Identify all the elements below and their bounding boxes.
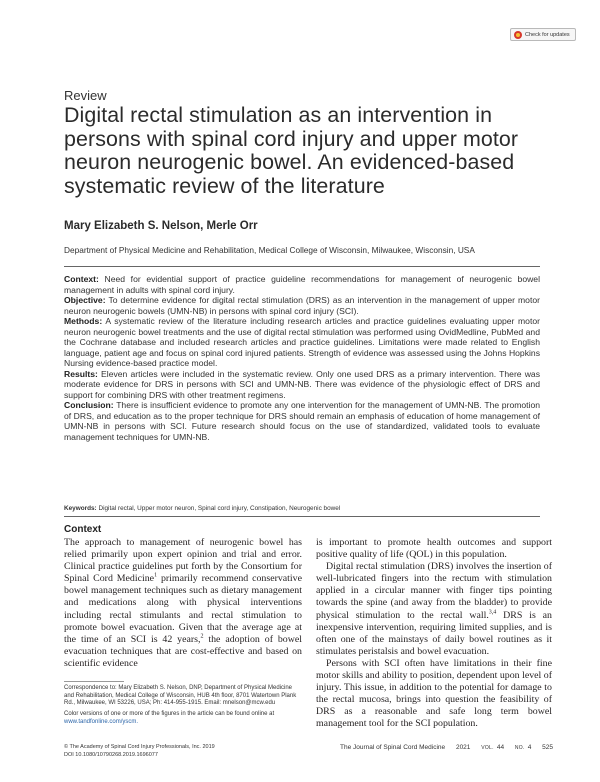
check-for-updates-label: Check for updates [525,31,570,38]
color-note: Color versions of one or more of the figures in the article can be found online at [64,711,275,718]
abstract [64,274,540,442]
footnote-rule [64,681,124,682]
body-text: primarily recommend conservative bowel management techniques such as dietary management and medications along with physical interventions including rectal stimulants and rectal stimulation to promote bowel evacuation. Given that the average age at the time of an SCI is 42 years, [64,573,302,645]
keywords [64,505,340,512]
article-type: Review [64,88,107,103]
body-text: Digital rectal stimulation (DRS) involves the insertion of well-lubricated fingers into the rectum with stimulation applied in a circular manner with finger tips pointing towards the spine (and away from the bladder) to provide physical stimulation to the rectal wall. [316,561,552,621]
body-paragraph: Persons with SCI often have limitations in their fine motor skills and ability to position, dependent upon level of injury. This issue, in addition to the potential for damage to the rectal mucosa, brings into question the feasibility of DRS as a reasonable and safe long term bowel management tool for the SCI population. [316,657,552,730]
body-column-left [64,537,302,670]
page-number: 525 [542,744,553,751]
affiliation: Department of Physical Medicine and Rehabilitation, Medical College of Wisconsin, Milwaukee, Wisconsin, USA [64,245,475,255]
body-text: the adoption of bowel evacuation techniques that are cost-effective and based on scientific evidence [64,633,302,669]
abstract-objective-label: Objective: [64,295,106,305]
abstract-top-rule [64,266,540,267]
body-column-right [316,537,552,731]
reference-1[interactable]: 1 [154,572,158,579]
abstract-objective: To determine evidence for digital rectal stimulation (DRS) as an intervention in the management of upper motor neuron neurogenic bowels (UMN-NB) in persons with spinal cord injury (SCI). [64,295,540,316]
keywords-text: Digital rectal, Upper motor neuron, Spinal cord injury, Constipation, Neurogenic bowel [98,505,341,512]
body-paragraph: is important to promote health outcomes and support positive quality of life (QOL) in this population. [316,537,552,561]
doi[interactable]: DOI 10.1080/10790268.2019.1696077 [64,751,158,758]
article-title: Digital rectal stimulation as an intervention in persons with spinal cord injury and upper motor neuron neurogenic bowel. An evidenced-based systematic review of the literature [64,103,519,198]
tandfonline-link[interactable]: www.tandfonline.com/yscm. [64,718,139,725]
reference-3-4[interactable]: 3,4 [488,609,497,616]
abstract-conclusion-label: Conclusion: [64,400,114,410]
abstract-conclusion: There is insufficient evidence to promote any one intervention for the management of UMN-NB. The promotion of DRS, and education as to the proper technique for DRS should remain an emphasis of education of home management of UMN-NB in persons with SCI. Future research should focus on the use of standardized, validated tools to evaluate management techniques for UMN-NB. [64,400,541,442]
copyright: © The Academy of Spinal Cord Injury Professionals, Inc. 2019 [64,744,215,750]
reference-2[interactable]: 2 [200,633,204,640]
keywords-label: Keywords: [64,505,97,512]
abstract-context-label: Context: [64,274,99,284]
issue: 4 [527,744,532,751]
authors: Mary Elizabeth S. Nelson, Merle Orr [64,220,258,232]
body-text: DRS is an inexpensive intervention, requiring limited supplies, and is often one of the mainstays of daily bowel routines as it stimulates peristalsis and bowel evacuation. [316,609,552,657]
correspondence-note [64,685,302,730]
footer-left [64,744,215,759]
volume-label: VOL. [481,745,494,751]
footer-right [340,744,562,751]
abstract-results-label: Results: [64,368,98,379]
volume: 44 [496,744,505,751]
abstract-methods-label: Methods: [64,316,103,326]
section-heading-context: Context [64,524,102,535]
crossmark-icon [514,31,522,39]
abstract-context: Need for evidential support of practice guideline recommendations for management of neurogenic bowel management in adults with spinal cord injury. [64,274,540,295]
abstract-bottom-rule [64,516,540,517]
correspondence-text: Correspondence to: Mary Elizabeth S. Nelson, DNP, Department of Physical Medicine and Rehabilitation, Medical College of Wisconsin, HUB 4th floor, 8701 Watertown Plank Rd., Milwaukee, WI 53226, USA; Ph: 414-955-1915. Email: mnelson@mcw.edu [64,685,297,707]
body-text: The approach to management of neurogenic bowel has relied primarily upon expert opinion and trial and error. Clinical practice guidelines put forth by the Consortium for Spinal Cord Medicine [64,537,302,585]
journal-name: The Journal of Spinal Cord Medicine [340,744,446,751]
year: 2021 [455,744,471,751]
issue-label: NO. [514,745,525,751]
abstract-results: Eleven articles were included in the systematic review. Only one used DRS as a primary intervention. There was moderate evidence for DRS in persons with SCI and UMN-NB. There was evidence of the physiologic effect of DRS and support for combining DRS with other treatment regimens. [64,368,541,400]
abstract-methods: A systematic review of the literature including research articles and practice guidelines evaluating upper motor neuron neurogenic bowel treatments and the use of digital rectal stimulation was performed using OvidMedline, PubMed and the Cochrane database and included research articles and practice guidelines. Limitations were made related to English language, patient age and focus on spinal cord injured patients. Strength of evidence was assessed using the Johns Hopkins Nursing evidence-based practice model. [64,316,540,368]
check-for-updates-badge[interactable] [510,28,576,41]
